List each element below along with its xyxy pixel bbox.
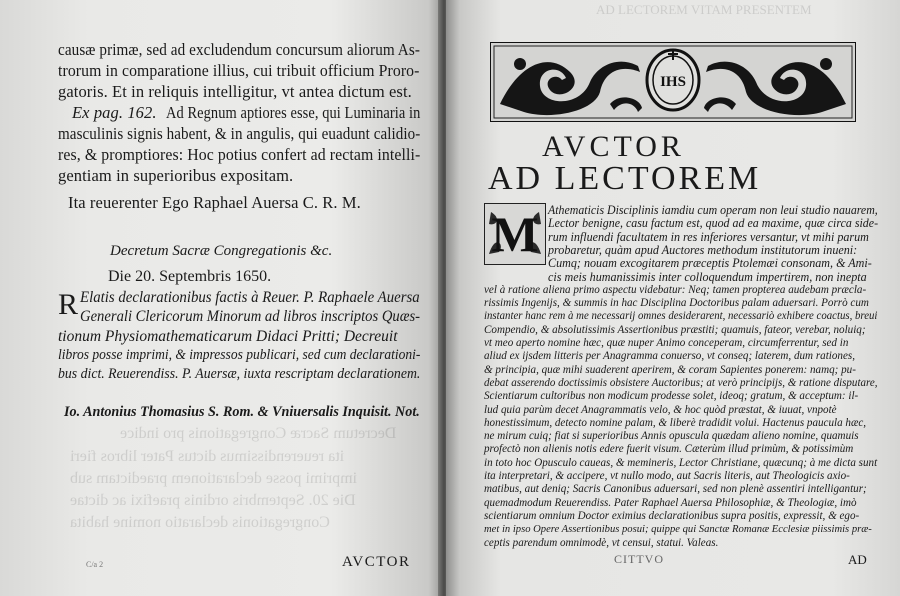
approval-line: Ita reuerenter Ego Raphael Auersa C. R. M. bbox=[68, 193, 361, 212]
text-line: honestissimum, detecto nomine palam, & liberè tradidit volui. Hactenus paucula hæc, bbox=[484, 416, 867, 429]
text-line: lud quia parùm decet Anagrammatis velo, & hoc quòd præstat, & iuuat, vnpotè bbox=[484, 403, 837, 416]
text-line: Cumq; nouam excogitarem præceptis Ptolemæi consonam, & Ami- bbox=[548, 256, 872, 271]
decree-line: Generali Clericorum Minorum ad libros inscriptos Quæs- bbox=[80, 308, 421, 325]
chapter-subtitle: AD LECTOREM bbox=[488, 160, 762, 197]
decree-line: Elatis declarationibus factis à Reuer. P. Raphaele Auersa bbox=[80, 289, 420, 306]
text-line: instanter hanc rem à me necessarij omnes desiderarent, necessariò exhibere coactus, breui bbox=[484, 310, 878, 323]
text-line: gentiam in superioribus expositam. bbox=[58, 166, 294, 185]
text-line: quemadmodum Reuerendiss. Pater Raphael Auersa Philosophiæ, & Theologiæ, imò bbox=[484, 496, 857, 509]
left-page: causæ primæ, sed ad excludendum concursum aliorum As- trorum in comparatione illius, cui tribuit officium Proro- gatoris. Et in reliquis intelligitur, vt antea dictum est. Ex pag. 162. Ad Regnum aptiores esse, qui Luminaria in masculinis signis habent, & in angulis, qui euadunt calidio- res, & promptiores: Hoc potius confert ad rectam intelli- gentiam in superioribus expositam. Ita reuerenter Ego Raphael Auersa C. R. M. Decretum Sacræ Congregationis &c. Die 20. Septembris 1650. R Elatis declarationibus factis à Reuer. P. Raphaele Auersa Generali Clericorum Minorum ad libros inscriptos Quæs- tionum Physiomathematicarum Didaci Pritti; Decreuit libros posse imprimi, & impressos publicari, sed cum declarationi- bus dict. Reuerendiss. P. Auersæ, iuxta rescriptam declarationem. Io. Antonius Thomasius S. Rom. & Vniuersalis Inquisit. Not. Decretum Sacræ Congregationis pro indice ita reuerendissimus dictus Pater libros fieri imprimi posse declarationem praedictam sub Die 20. Septembris ordinis praefixi ac dictae Congregationis declaratio nomine habita C/a 2 AVCTOR bbox=[0, 0, 442, 596]
text-line: Compendio, & absolutissimis Assertionibus præstiti; quamuis, fateor, verebar, noluiq; bbox=[484, 323, 866, 336]
running-head-ghost: AD LECTOREM VITAM PRESENTEM bbox=[596, 2, 812, 17]
notary-signature: Io. Antonius Thomasius S. Rom. & Vniuersalis Inquisit. Not. bbox=[64, 404, 420, 420]
text-line: gatoris. Et in reliquis intelligitur, vt antea dictum est. bbox=[58, 82, 412, 101]
text-line: res, & promptiores: Hoc potius confert ad rectam intelli- bbox=[58, 145, 421, 164]
text-line: Ad Regnum aptiores esse, qui Luminaria in bbox=[166, 103, 421, 122]
text-line: Lector benigne, casu factum est, quod ad ea maxime, quæ circa side- bbox=[548, 216, 879, 231]
text-line: met in ipso Opere Assertionibus posui; quippe qui Sanctæ Romanæ Ecclesiæ piissimis præ- bbox=[484, 524, 872, 536]
signature-mark: C/a 2 bbox=[86, 560, 104, 569]
text-line: in toto hoc Opusculo caueas, & memineris, Lector Christiane, quæcunq; à me dicta sunt bbox=[484, 456, 878, 469]
catchword: AD bbox=[848, 551, 867, 567]
text-line: ita interpretari, & accipere, vt nullo modo, aut Sacris literis, aut Theologicis axio- bbox=[484, 470, 850, 482]
text-line: causæ primæ, sed ad excludendum concursum aliorum As- bbox=[58, 40, 420, 59]
text-line: debat asserendo doctissimis obsistere Auctoribus; at verò principijs, & ratione disputare, bbox=[484, 376, 878, 389]
signature-mark: CITTVO bbox=[614, 551, 664, 566]
text-line: rum influendi facultatem in res inferiores versantur, vt mihi parum bbox=[548, 229, 869, 244]
text-line: scientiarum omnium Doctor eximius declarationibus supra positis, expressit, & ego- bbox=[484, 509, 860, 522]
page-reference: Ex pag. 162. bbox=[72, 103, 157, 122]
text-line: aliud ex ijsdem litteris per Anagramma conuerso, vt conseq; laterem, dum rationes, bbox=[484, 350, 855, 363]
text-line: vel à ratione aliena primo aspectu videbatur: Neq; tamen propterea audebam præcla- bbox=[484, 283, 867, 296]
decree-line: tionum Physiomathematicarum Didaci Pritti; Decreuit bbox=[58, 328, 398, 345]
text-line: Scientiarum cultoribus non modicum prodesse solet, ideoq; gratum, & acceptum: il- bbox=[484, 390, 859, 403]
initial-letter: M bbox=[491, 206, 539, 262]
text-line: ceptis parendum omnimodè, vt censui, statui. Valeas. bbox=[484, 536, 719, 549]
text-line: & principia, quæ mihi suaderent aperirem, & coram Sapientes ponerem: namq; pu- bbox=[484, 363, 856, 376]
drop-initial: R bbox=[58, 288, 79, 321]
text-line: ne mirum cuiq; fiat si superioribus Annis opuscula quædam alieno nomine, quamuis bbox=[484, 430, 859, 443]
text-line: probaretur, quàm apud Auctores methodum institutorum inueni: bbox=[548, 242, 858, 257]
ihs-monogram: IHS bbox=[660, 74, 686, 90]
decree-title: Decretum Sacræ Congregationis &c. bbox=[110, 243, 333, 259]
ornamental-headpiece bbox=[490, 42, 856, 122]
text-line: profectò non alienis notis edere fuerit visum. Cæterùm illud primùm, & potissimùm bbox=[484, 443, 854, 456]
text-line: trorum in comparatione illius, cui tribuit officium Proro- bbox=[58, 61, 420, 80]
text-line: masculinis signis habent, & in angulis, qui euadunt calidio- bbox=[58, 124, 421, 143]
text-line: matibus, aut deniq; Sacris Canonibus aduersari, sed non plenè assentiri intelligantur; bbox=[484, 483, 867, 496]
decorated-initial bbox=[484, 203, 546, 265]
text-line: cis meis humanissimis inter colloquendum impertirem, non inepta bbox=[548, 269, 867, 284]
decree-line: bus dict. Reuerendiss. P. Auersæ, iuxta rescriptam declarationem. bbox=[58, 366, 421, 382]
catchword: AVCTOR bbox=[342, 554, 411, 570]
text-line: rissimis Ingenijs, & summis in hac Disciplina Doctoribus palam aduersari. Porrò cum bbox=[484, 297, 869, 310]
chapter-title: AVCTOR bbox=[542, 130, 685, 163]
dateline: Die 20. Septembris 1650. bbox=[108, 268, 272, 285]
text-line: vt meo aperto nomine hæc, quæ nuper Animo conceperam, circumferrentur, sed in bbox=[484, 337, 849, 349]
decree-line: libros posse imprimi, & impressos publicari, sed cum declarationi- bbox=[58, 347, 421, 363]
text-line: Athematicis Disciplinis iamdiu cum operam non leui studio nauarem, bbox=[548, 203, 878, 217]
